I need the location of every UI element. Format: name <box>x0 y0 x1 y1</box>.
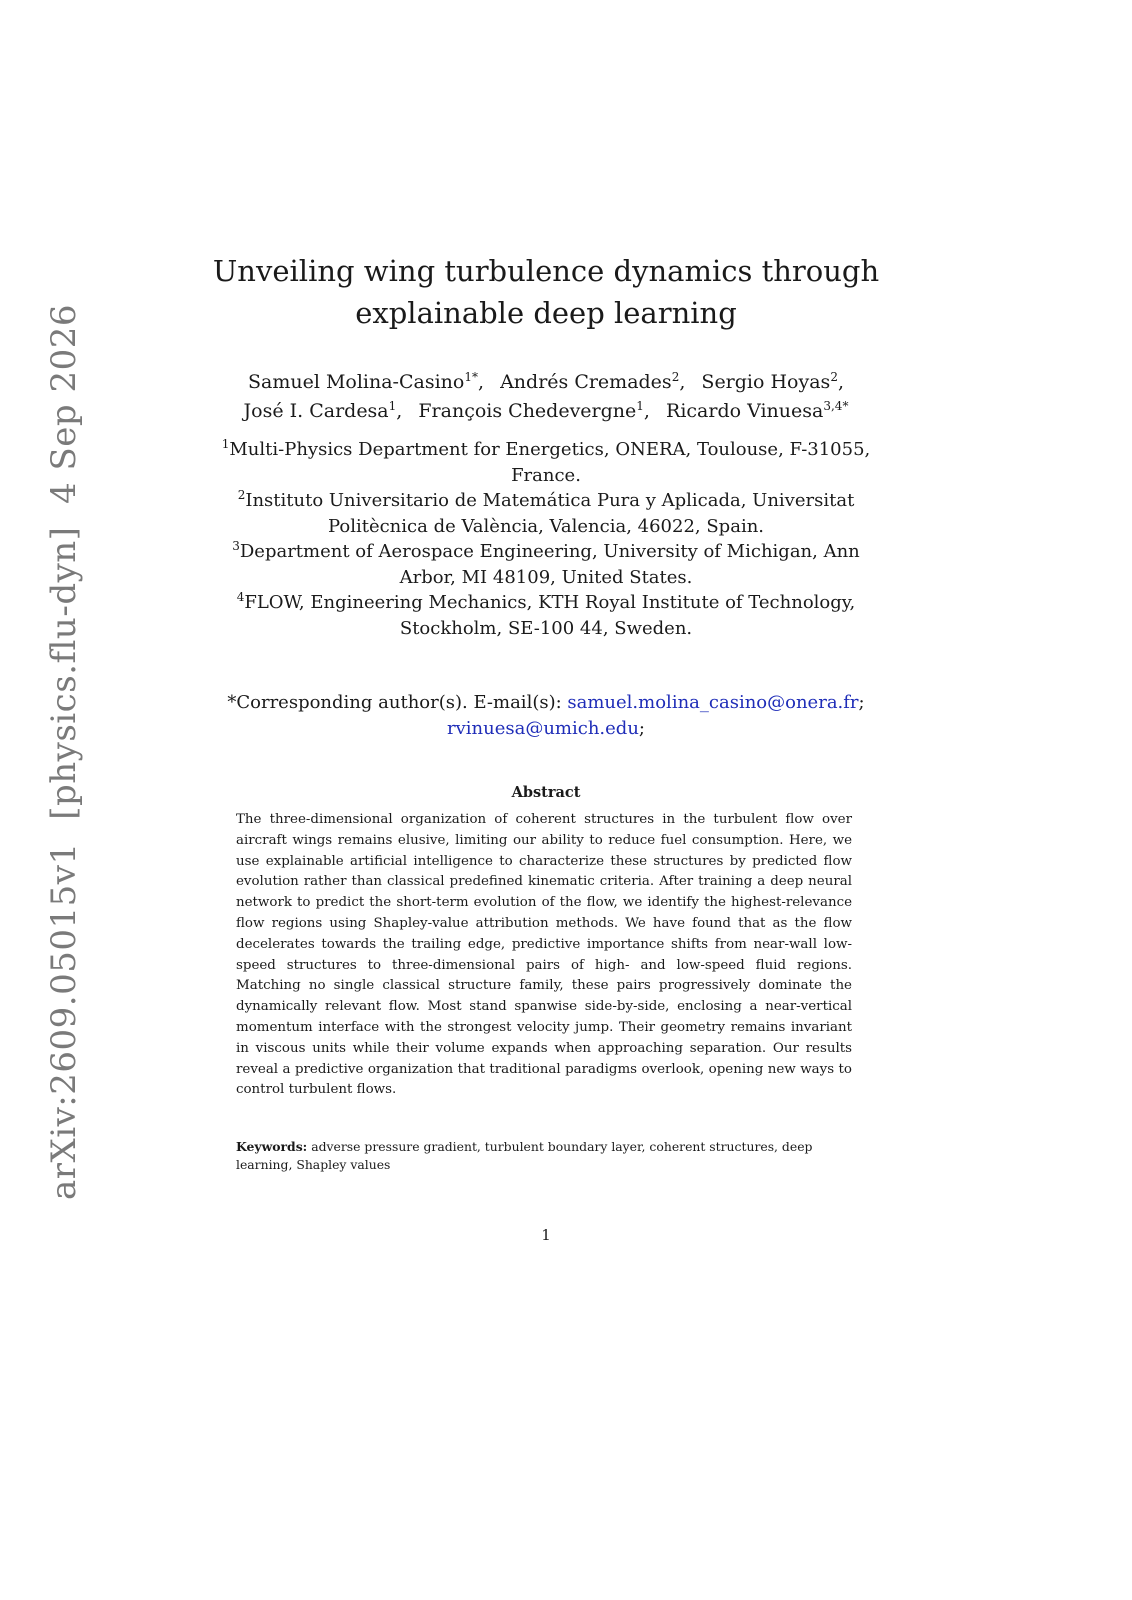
author: Ricardo Vinuesa$^{3,4*}$ <box>666 399 849 422</box>
title-line-1: Unveiling wing turbulence dynamics through <box>212 254 880 288</box>
author-list <box>180 368 912 426</box>
abstract-text: The three-dimensional organization of coherent structures in the turbulent flow over aircraft wings remains elusive, limiting our ability to reduce fuel consumption. Here, we use explainable artificial intelligence to characterize these structures by predicted flow evolution rather than classical predefined kinematic criteria. After training a deep neural network to predict the short-term evolution of the flow, we identify the highest-relevance flow regions using Shapley-value attribution methods. We have found that as the flow decelerates towards the trailing edge, predictive importance shifts from near-wall low-speed structures to three-dimensional pairs of high- and low-speed fluid regions. Matching no single classical structure family, these pairs progressively dominate the dynamically relevant flow. Most stand spanwise side-by-side, enclosing a near-vertical momentum interface with the strongest velocity jump. Their geometry remains invariant in viscous units while their volume expands when approaching separation. Our results reveal a predictive organization that traditional paradigms overlook, opening new ways to control turbulent flows. <box>236 812 852 1098</box>
page-number: 1 <box>541 1226 551 1244</box>
keywords <box>236 1138 852 1174</box>
affiliation-1: $^1$Multi-Physics Department for Energetics, ONERA, Toulouse, F-31055, France. <box>221 437 871 486</box>
email-link-1[interactable]: samuel.molina_casino@onera.fr <box>567 692 859 713</box>
paper-title <box>180 250 912 334</box>
email-link-2[interactable]: rvinuesa@umich.edu <box>447 718 639 739</box>
corresponding-label: *Corresponding author(s). E-mail(s): <box>227 692 568 713</box>
affiliation-2: $^2$Instituto Universitario de Matemática Pura y Aplicada, Universitat Politècnica de València, Valencia, 46022, Spain. <box>237 488 855 537</box>
title-line-2: explainable deep learning <box>355 296 737 330</box>
author: Andrés Cremades$^2$, <box>500 370 686 393</box>
corresponding-authors: *Corresponding author(s). E-mail(s): samuel.molina_casino@onera.fr; rvinuesa@umich.edu; <box>227 692 865 739</box>
abstract-heading: Abstract <box>511 784 581 801</box>
author: Sergio Hoyas$^2$, <box>701 370 844 393</box>
authors-line-2 <box>180 397 912 426</box>
affiliation-3: $^3$Department of Aerospace Engineering, University of Michigan, Ann Arbor, MI 48109, United States. <box>232 539 860 588</box>
author: François Chedevergne$^1$, <box>418 399 650 422</box>
arxiv-identifier-stamp: arXiv:2609.05015v1 [physics.flu-dyn] 4 Sep 2026 <box>44 303 84 1200</box>
author: José I. Cardesa$^1$, <box>243 399 403 422</box>
affiliations <box>180 437 912 641</box>
authors-line-1 <box>180 368 912 397</box>
keywords-label: Keywords: <box>236 1139 308 1154</box>
keywords-text: adverse pressure gradient, turbulent boundary layer, coherent structures, deep learning, Shapley values <box>236 1139 813 1172</box>
author: Samuel Molina-Casino$^{1*}$, <box>247 370 485 393</box>
affiliation-4: $^4$FLOW, Engineering Mechanics, KTH Royal Institute of Technology, Stockholm, SE-100 44, Sweden. <box>236 590 856 639</box>
